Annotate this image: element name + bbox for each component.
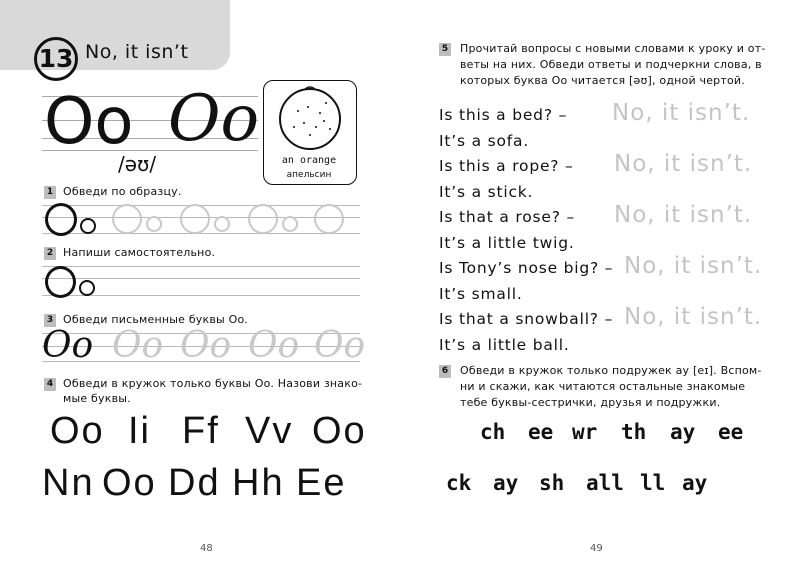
letter-combo[interactable]: ll <box>640 471 666 495</box>
trace-script-letters[interactable]: Oo <box>314 325 366 366</box>
sample-letter-o <box>80 218 96 234</box>
task-instruction: Обведи в кружок только буквы Oo. Назови знако- <box>63 377 363 390</box>
letter-pair[interactable]: Ii <box>128 410 151 452</box>
picture-caption-russian: апельсин <box>286 170 332 180</box>
letter-pair[interactable]: Oo <box>50 410 105 452</box>
letter-combo[interactable]: ay <box>682 471 708 495</box>
task-instruction: Обведи в кружок только подружек ay [eɪ]. Вспом- <box>460 364 762 377</box>
task-number: 6 <box>439 365 451 378</box>
task-instruction: мые буквы. <box>63 392 131 405</box>
question: Is that a rose? – <box>439 208 576 226</box>
letter-combos-row <box>446 471 776 501</box>
phonetic-transcription: /əʊ/ <box>118 152 157 176</box>
answer[interactable]: No, it isn’t. <box>614 202 753 228</box>
letter-combo[interactable]: all <box>586 471 624 495</box>
task-number: 4 <box>44 378 56 391</box>
task-instruction: веты на них. Обведи ответы и подчеркни слова, в <box>460 58 762 71</box>
letter-combo[interactable]: th <box>621 420 647 444</box>
question: Is Tony’s nose big? – <box>439 259 614 277</box>
task-number: 5 <box>439 43 451 56</box>
printed-letters: Oo <box>44 85 134 159</box>
question: Is this a rope? – <box>439 157 574 175</box>
task-instruction: которых буква Oo читается [əʊ], одной чертой. <box>460 74 745 87</box>
trace-letter[interactable] <box>146 216 162 232</box>
trace-script-letters[interactable]: Oo <box>248 325 300 366</box>
trace-script-letters[interactable]: Oo <box>180 325 232 366</box>
letter-pair[interactable]: Oo <box>312 410 367 452</box>
trace-letter[interactable] <box>248 204 278 234</box>
letter-combo[interactable]: sh <box>539 471 565 495</box>
letter-pair[interactable]: Nn <box>42 462 95 504</box>
letter-combo[interactable]: ee <box>718 420 744 444</box>
trace-script-letters[interactable]: Oo <box>112 325 164 366</box>
letter-combo[interactable]: ck <box>446 471 472 495</box>
task-instruction: Прочитай вопросы с новыми словами к уроку и от- <box>460 42 766 55</box>
letter-pair[interactable]: Ff <box>182 410 220 452</box>
sample-letter-O <box>45 203 77 236</box>
picture-caption-english: an orange <box>281 155 337 166</box>
answer[interactable]: No, it isn’t. <box>624 253 763 279</box>
page-number: 49 <box>590 543 603 554</box>
page-number: 48 <box>200 543 213 554</box>
letter-combo[interactable]: ay <box>493 471 519 495</box>
task-instruction: Напиши самостоятельно. <box>63 246 216 259</box>
letter-pair[interactable]: Oo <box>102 462 157 504</box>
question: Is this a bed? – <box>439 106 568 124</box>
trace-letter[interactable] <box>314 204 344 234</box>
lesson-number: 13 <box>34 37 78 81</box>
sample-letter-O <box>45 266 76 298</box>
reply: It’s a stick. <box>439 183 534 201</box>
orange-icon <box>264 81 356 153</box>
letter-combo[interactable]: ee <box>528 420 554 444</box>
answer[interactable]: No, it isn’t. <box>614 151 753 177</box>
task-number: 1 <box>44 186 56 199</box>
task-instruction: ни и скажи, как читаются остальные знакомые <box>460 380 746 393</box>
task-number: 3 <box>44 314 56 327</box>
answer[interactable]: No, it isn’t. <box>612 100 751 126</box>
letter-combo[interactable]: ay <box>670 420 696 444</box>
trace-letter[interactable] <box>214 216 230 232</box>
reply: It’s small. <box>439 285 523 303</box>
task-instruction: тебе буквы-сестрички, друзья и подружки. <box>460 396 721 409</box>
trace-letter[interactable] <box>180 204 210 234</box>
letter-pair[interactable]: Vv <box>245 410 294 452</box>
letter-pair[interactable]: Ee <box>296 462 347 504</box>
trace-letter[interactable] <box>282 216 298 232</box>
reply: It’s a little ball. <box>439 336 570 354</box>
letter-pair[interactable]: Hh <box>232 462 285 504</box>
letter-combo[interactable]: wr <box>572 420 598 444</box>
sample-letter-o <box>79 280 95 296</box>
script-letters: Oo <box>168 82 259 156</box>
sample-script-letters: Oo <box>42 325 94 366</box>
reply: It’s a sofa. <box>439 132 530 150</box>
trace-letter[interactable] <box>112 204 142 234</box>
question: Is that a snowball? – <box>439 310 614 328</box>
letter-pair[interactable]: Dd <box>168 462 221 504</box>
answer[interactable]: No, it isn’t. <box>624 304 763 330</box>
letter-combo[interactable]: ch <box>480 420 506 444</box>
handwriting-area[interactable] <box>100 260 360 296</box>
letter-combos-row <box>480 420 770 450</box>
lesson-title: No, it isn’t <box>85 41 189 63</box>
task-instruction: Обведи письменные буквы Oo. <box>63 313 248 326</box>
task-instruction: Обведи по образцу. <box>63 185 182 198</box>
reply: It’s a little twig. <box>439 234 575 252</box>
task-number: 2 <box>44 247 56 260</box>
